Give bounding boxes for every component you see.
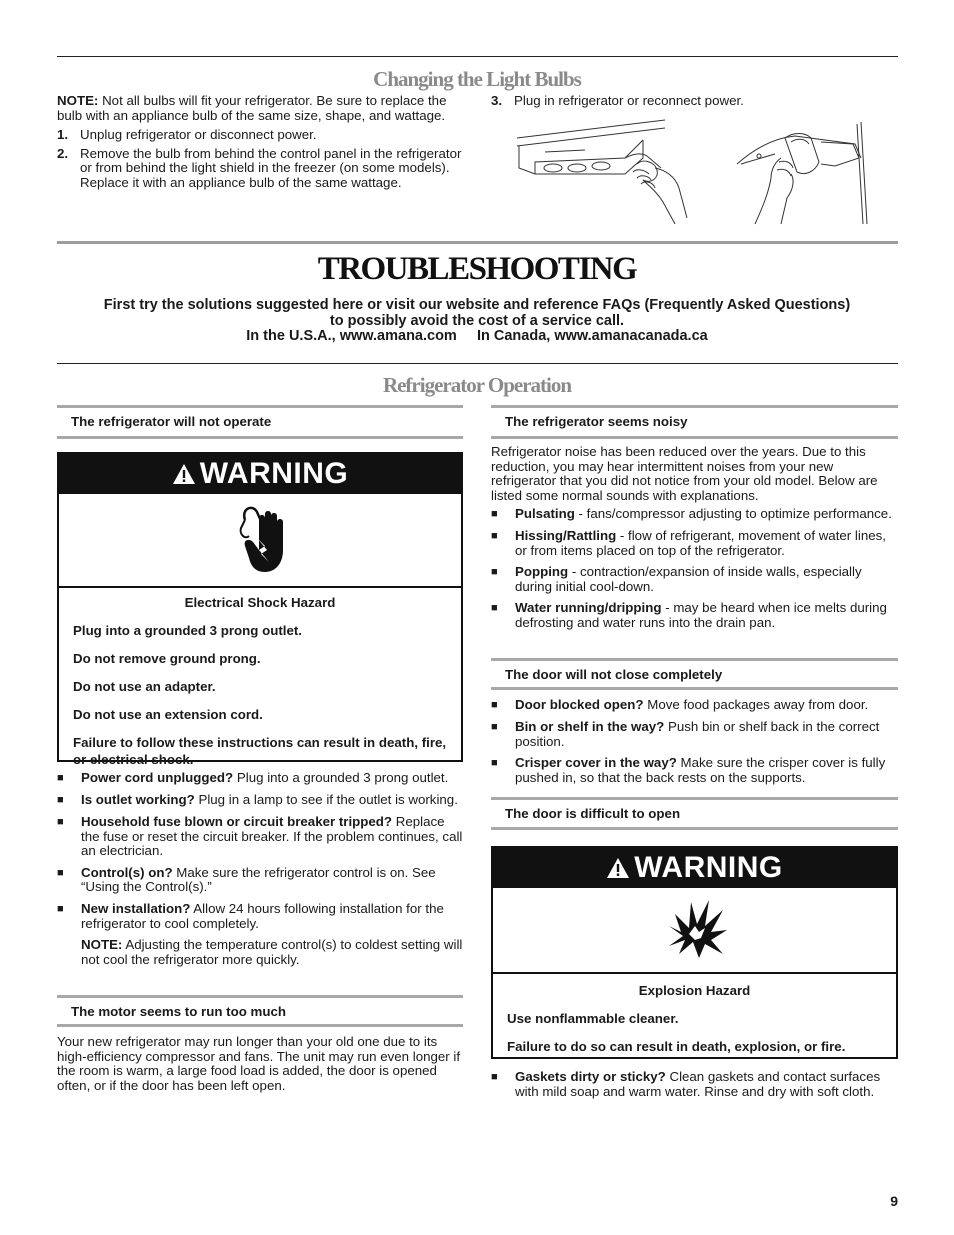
item-text: - may be heard when ice melts during defrosting and water runs into the drain pan. <box>515 600 887 630</box>
warning-line: Do not use an extension cord. <box>73 707 263 722</box>
warning-banner <box>59 454 461 494</box>
bullet: ■ <box>491 1071 498 1083</box>
list-item <box>491 698 898 713</box>
note-text: Adjusting the temperature control(s) to coldest setting will not cool the refrigerator more quickly. <box>81 937 463 967</box>
warning-icon-area <box>59 494 461 588</box>
list-item <box>491 601 898 630</box>
section-divider <box>57 241 898 244</box>
note-label: NOTE: <box>81 937 123 953</box>
bullet: ■ <box>491 508 498 520</box>
warning-banner <box>493 848 896 888</box>
bullet: ■ <box>57 816 64 828</box>
bullet: ■ <box>57 772 64 784</box>
page-number: 9 <box>890 1193 898 1209</box>
bullet: ■ <box>491 566 498 579</box>
item-text: Clean gaskets and contact surfaces with mild soap and warm water. Rinse and dry with soft cloth. <box>515 1069 881 1099</box>
noise-list <box>491 507 898 638</box>
intro-line-1: First try the solutions suggested here or visit our website and reference FAQs (Frequently Asked Questions) <box>103 297 851 313</box>
item-text: Make sure the refrigerator control is on. See “Using the Control(s).” <box>81 864 436 895</box>
list-item <box>57 866 465 895</box>
item-text: Plug into a grounded 3 prong outlet. <box>233 770 449 785</box>
note-item <box>57 938 465 967</box>
bulb-note <box>57 94 467 123</box>
step-item <box>491 94 896 109</box>
hazard-title: Electrical Shock Hazard <box>184 595 336 610</box>
control-panel-bulb-illustration <box>515 118 695 226</box>
warning-line: Do not use an adapter. <box>73 679 216 694</box>
item-text: - flow of refrigerant, movement of water lines, or from items placed on top of the refrigerator. <box>515 528 886 558</box>
bulb-steps <box>57 128 467 194</box>
no-operate-checklist <box>57 771 465 974</box>
subsection-door-not-close: The door will not close completely <box>491 658 898 690</box>
subsection-will-not-operate: The refrigerator will not operate <box>57 405 463 439</box>
item-label: Is outlet working? <box>81 792 195 807</box>
subsection-motor-runs: The motor seems to run too much <box>57 995 463 1027</box>
step-number: 2. <box>57 145 69 161</box>
list-item <box>491 565 898 594</box>
warning-text <box>59 588 461 768</box>
item-text: Allow 24 hours following installation for the refrigerator to cool completely. <box>81 900 444 931</box>
warning-triangle-icon <box>606 857 630 879</box>
item-text: Make sure the crisper cover is fully pushed in, so that the back rests on the supports. <box>515 755 886 785</box>
item-text: Move food packages away from door. <box>643 697 869 712</box>
list-item <box>491 756 898 785</box>
warning-box-electrical <box>57 452 463 767</box>
item-label: Household fuse blown or circuit breaker tripped? <box>81 814 393 829</box>
item-text: Push bin or shelf back in the correct position. <box>515 719 880 749</box>
step-item <box>57 147 467 191</box>
bullet: ■ <box>491 530 498 542</box>
door-difficult-list <box>491 1070 898 1106</box>
section-heading-refrigerator-operation: Refrigerator Operation <box>382 373 572 397</box>
list-item <box>491 1070 898 1099</box>
step-text: Unplug refrigerator or disconnect power. <box>80 127 317 142</box>
item-text: - fans/compressor adjusting to optimize performance. <box>574 506 892 521</box>
warning-label: WARNING <box>199 457 349 490</box>
bullet: ■ <box>491 602 498 615</box>
warning-triangle-icon <box>172 463 196 485</box>
warning-box-explosion <box>491 846 898 1059</box>
item-label: Door blocked open? <box>515 697 644 712</box>
bullet: ■ <box>491 699 498 711</box>
list-item <box>57 815 465 859</box>
item-label: New installation? <box>81 900 191 916</box>
warning-line: Do not remove ground prong. <box>73 651 261 666</box>
motor-paragraph: Your new refrigerator may run longer than your old one due to its high-efficiency compressor and fans. The unit may run even longer if the room is warm, a large food load is added, the door is opened often, or if the door has been left open. <box>57 1034 461 1093</box>
bullet: ■ <box>57 902 64 915</box>
step-text: Remove the bulb from behind the control panel in the refrigerator or from behind the light shield in the freezer (on some models). Replace it with an appliance bulb of the same wattage. <box>80 145 462 190</box>
warning-text <box>493 974 896 1055</box>
item-label: Bin or shelf in the way? <box>515 719 665 734</box>
list-item <box>491 529 898 558</box>
bulb-step-3 <box>491 94 896 113</box>
item-text: Replace the fuse or reset the circuit breaker. If the problem continues, call an electrician. <box>81 814 463 859</box>
explosion-icon <box>665 896 729 960</box>
item-label: Power cord unplugged? <box>81 770 234 785</box>
electrical-shock-icon <box>231 504 293 576</box>
top-rule <box>57 56 898 57</box>
step-number: 3. <box>491 93 503 108</box>
item-label: Popping <box>515 564 569 580</box>
item-text: - contraction/expansion of inside walls, especially during initial cool-down. <box>515 564 862 594</box>
warning-line: Use nonflammable cleaner. <box>507 1011 679 1026</box>
warning-icon-area <box>493 888 896 974</box>
list-item <box>57 902 465 931</box>
section-rule <box>57 363 898 364</box>
step-number: 1. <box>57 127 69 142</box>
list-item <box>57 793 465 808</box>
step-item <box>57 128 467 143</box>
page-title: TROUBLESHOOTING <box>317 251 637 287</box>
item-label: Gaskets dirty or sticky? <box>515 1069 666 1084</box>
warning-label: WARNING <box>634 851 783 884</box>
item-label: Control(s) on? <box>81 864 173 880</box>
bullet: ■ <box>57 794 64 806</box>
bullet: ■ <box>491 721 498 733</box>
item-text: Plug in a lamp to see if the outlet is working. <box>194 792 458 807</box>
intro-line-2: to possibly avoid the cost of a service call. <box>329 313 625 329</box>
item-label: Crisper cover in the way? <box>515 755 677 771</box>
item-label: Hissing/Rattling <box>515 528 617 543</box>
warning-line: Plug into a grounded 3 prong outlet. <box>73 623 302 638</box>
freezer-light-shield-illustration <box>735 118 875 226</box>
bullet: ■ <box>57 866 64 879</box>
list-item <box>57 771 465 786</box>
intro-line-3: In the U.S.A., www.amana.com In Canada, www.amanacanada.ca <box>246 328 708 344</box>
list-item <box>491 507 898 522</box>
item-label: Water running/dripping <box>515 600 662 616</box>
subsection-door-difficult: The door is difficult to open <box>491 797 898 830</box>
step-text: Plug in refrigerator or reconnect power. <box>514 93 744 108</box>
noise-intro: Refrigerator noise has been reduced over the years. Due to this reduction, you may hear intermittent noises from your new refrigerator that you did not notice from your old model. Below are listed some normal sounds with explanations. <box>491 444 878 503</box>
bullet: ■ <box>491 757 498 770</box>
warning-line: Failure to follow these instructions can result in death, fire, or electrical shock. <box>73 735 447 767</box>
note-text: Not all bulbs will fit your refrigerator. Be sure to replace the bulb with an appliance bulb of the same size, shape, and wattage. <box>57 93 447 123</box>
list-item <box>491 720 898 749</box>
note-label: NOTE: <box>57 93 99 108</box>
warning-line: Failure to do so can result in death, explosion, or fire. <box>507 1039 846 1054</box>
section-heading-light-bulbs: Changing the Light Bulbs <box>373 67 581 91</box>
subsection-seems-noisy: The refrigerator seems noisy <box>491 405 898 439</box>
door-close-list <box>491 698 898 792</box>
hazard-title: Explosion Hazard <box>638 983 751 998</box>
item-label: Pulsating <box>515 506 575 521</box>
